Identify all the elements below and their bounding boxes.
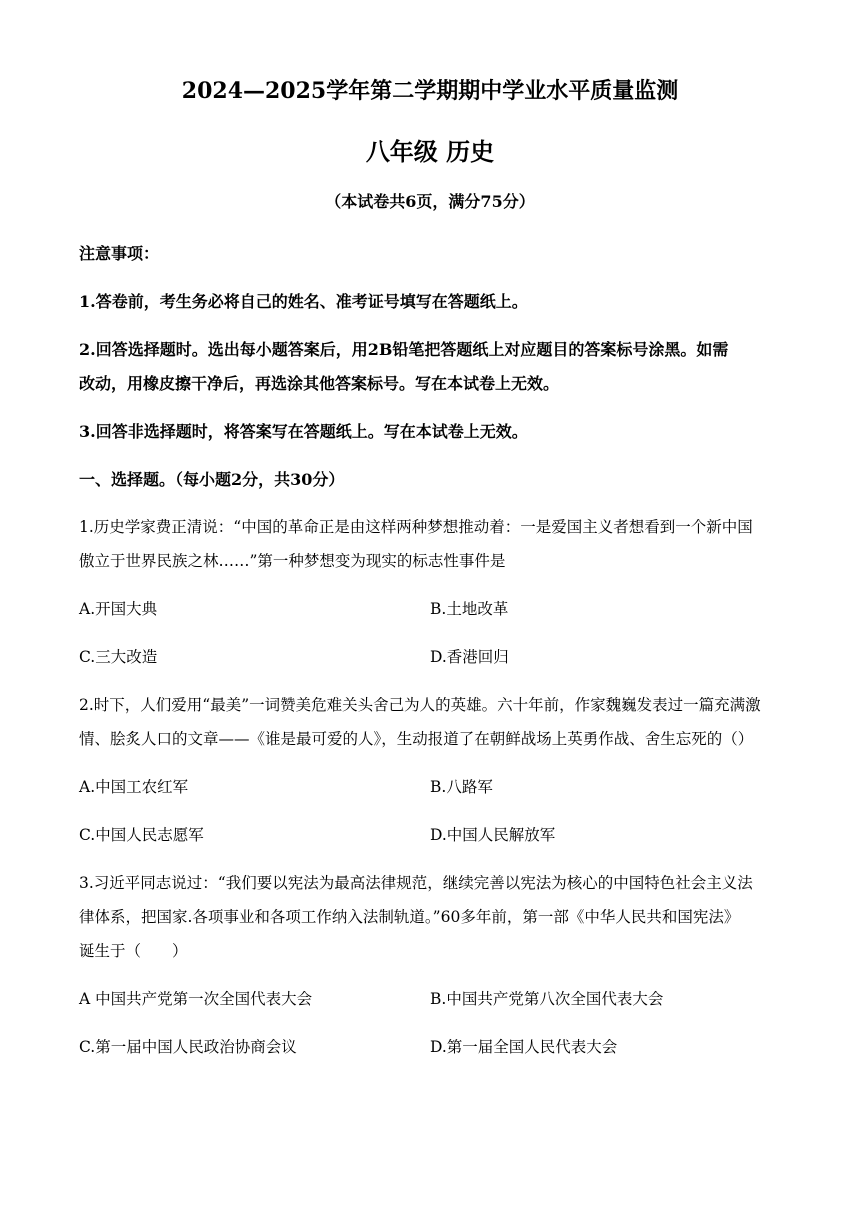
section-heading: 一、选择题。（每小题2分，共30分） [79, 470, 345, 489]
notice-heading: 注意事项： [79, 244, 160, 263]
exam-title: 2024—2025学年第二学期期中学业水平质量监测 [181, 78, 679, 104]
notice-item-1: 1.答卷前，考生务必将自己的姓名、准考证号填写在答题纸上。 [79, 292, 528, 311]
question-2-option-c: C.中国人民志愿军 [79, 826, 204, 844]
question-3-option-b: B.中国共产党第八次全国代表大会 [430, 990, 664, 1008]
question-3-line-3: 诞生于（ ） [79, 942, 188, 960]
question-3-option-d: D.第一届全国人民代表大会 [430, 1038, 618, 1056]
question-2-option-d: D.中国人民解放军 [430, 826, 556, 844]
question-2-option-a: A.中国工农红军 [79, 778, 189, 796]
question-2-line-1: 2.时下，人们爱用“最美”一词赞美危难关头舍己为人的英雄。六十年前，作家魏巍发表过一篇充满激 [79, 696, 761, 714]
question-1-option-a: A.开国大典 [79, 600, 158, 618]
question-2-option-b: B.八路军 [430, 778, 493, 796]
question-1-line-2: 傲立于世界民族之林……”第一种梦想变为现实的标志性事件是 [79, 552, 506, 570]
question-3-line-2: 律体系，把国家.各项事业和各项工作纳入法制轨道。”60多年前，第一部《中华人民共和国宪法》 [79, 908, 740, 926]
question-1-option-c: C.三大改造 [79, 648, 158, 666]
notice-item-2-line-1: 2.回答选择题时。选出每小题答案后，用2B铅笔把答题纸上对应题目的答案标号涂黑。如需 [79, 340, 729, 359]
question-1-option-d: D.香港回归 [430, 648, 509, 666]
exam-page-note: （本试卷共6页，满分75分） [325, 192, 535, 211]
exam-subject: 八年级 历史 [365, 137, 495, 166]
question-3-option-c: C.第一届中国人民政治协商会议 [79, 1038, 297, 1056]
question-1-line-1: 1.历史学家费正清说：“中国的革命正是由这样两种梦想推动着：一是爱国主义者想看到一个新中国 [79, 518, 753, 536]
question-3-line-1: 3.习近平同志说过：“我们要以宪法为最高法律规范，继续完善以宪法为核心的中国特色社会主义法 [79, 874, 753, 892]
notice-item-3: 3.回答非选择题时，将答案写在答题纸上。写在本试卷上无效。 [79, 422, 528, 441]
notice-item-2-line-2: 改动，用橡皮擦干净后，再选涂其他答案标号。写在本试卷上无效。 [79, 374, 560, 393]
question-1-option-b: B.土地改革 [430, 600, 509, 618]
question-2-line-2: 情、脍炙人口的文章——《谁是最可爱的人》，生动报道了在朝鲜战场上英勇作战、舍生忘死的（） [79, 730, 754, 748]
question-3-option-a: A 中国共产党第一次全国代表大会 [79, 990, 313, 1008]
